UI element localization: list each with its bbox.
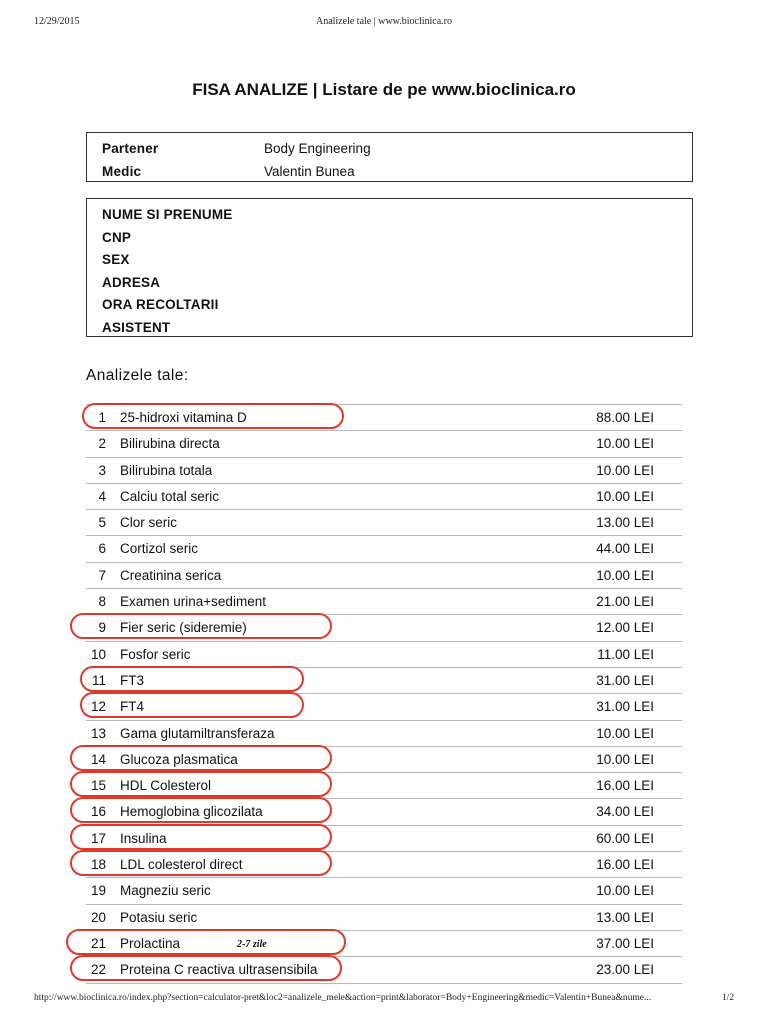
- analysis-price: 88.00 LEI: [596, 410, 654, 425]
- analysis-row: [86, 905, 682, 931]
- print-page-title: Analizele tale | www.bioclinica.ro: [315, 16, 453, 27]
- analysis-name: Bilirubina directa: [120, 436, 220, 452]
- analysis-name: Calciu total seric: [120, 488, 220, 504]
- analysis-row: [86, 852, 682, 878]
- analysis-price: 34.00 LEI: [596, 804, 654, 820]
- analysis-row: [86, 799, 682, 825]
- analysis-number: 7: [98, 567, 106, 583]
- analysis-row: [86, 563, 682, 589]
- analysis-name: Prolactina: [120, 935, 181, 951]
- analysis-number: 14: [90, 751, 106, 767]
- partner-box: [86, 132, 693, 182]
- analysis-price: 10.00 LEI: [596, 751, 654, 767]
- analysis-price: 10.00 LEI: [596, 567, 654, 583]
- analysis-number: 22: [90, 962, 106, 978]
- patient-name-row: [87, 204, 692, 227]
- analysis-row: [86, 931, 682, 957]
- section-title: Analizele tale:: [86, 367, 189, 384]
- analysis-price: 13.00 LEI: [596, 515, 654, 531]
- print-date: 12/29/2015: [34, 16, 80, 27]
- analysis-price: 31.00 LEI: [596, 699, 654, 715]
- analysis-price: 10.00 LEI: [596, 725, 654, 741]
- analysis-price: 16.00 LEI: [596, 857, 654, 873]
- address-label: ADRESA: [102, 274, 161, 290]
- analysis-price: 10.00 LEI: [596, 488, 654, 504]
- analysis-row: [86, 615, 682, 641]
- sex-label: SEX: [102, 252, 130, 267]
- collection-time-label: ORA RECOLTARII: [102, 297, 219, 312]
- analysis-row: [86, 484, 682, 510]
- cnp-label: CNP: [102, 229, 132, 245]
- analysis-name: Gama glutamiltransferaza: [120, 725, 275, 741]
- analysis-name: LDL colesterol direct: [120, 857, 243, 873]
- analysis-number: 4: [98, 488, 106, 504]
- analysis-name: 25-hidroxi vitamina D: [120, 410, 247, 425]
- partner-value: Body Engineering: [264, 141, 371, 156]
- highlight-circle: [80, 692, 304, 718]
- analysis-name: Hemoglobina glicozilata: [120, 804, 263, 820]
- analysis-number: 9: [98, 620, 106, 636]
- analysis-row: [86, 773, 682, 799]
- assistant-row: [87, 317, 692, 340]
- analysis-name: Magneziu seric: [120, 883, 211, 899]
- analysis-price: 44.00 LEI: [596, 541, 654, 557]
- analysis-name: FT3: [120, 672, 145, 688]
- analysis-row: [86, 747, 682, 773]
- patient-box: [86, 198, 693, 337]
- analysis-price: 10.00 LEI: [596, 883, 654, 899]
- analysis-name: Insulina: [120, 830, 167, 846]
- analysis-number: 8: [98, 594, 106, 610]
- analysis-number: 20: [90, 909, 106, 925]
- address-row: [87, 272, 692, 295]
- analysis-row: [86, 642, 682, 668]
- highlight-circle: [70, 824, 332, 850]
- analysis-number: 3: [98, 462, 106, 478]
- analysis-number: 11: [91, 672, 106, 688]
- analysis-row: [86, 536, 682, 562]
- analysis-row: [86, 458, 682, 484]
- analysis-name: Examen urina+sediment: [120, 594, 266, 610]
- highlight-circle: [66, 929, 346, 955]
- medic-value: Valentin Bunea: [264, 163, 355, 179]
- analysis-number: 1: [98, 410, 106, 425]
- analysis-name: Fosfor seric: [120, 646, 191, 662]
- analysis-name: Bilirubina totala: [120, 462, 213, 478]
- page-number: 1/2: [721, 993, 734, 1003]
- cnp-row: [87, 227, 692, 250]
- highlight-circle: [80, 666, 304, 692]
- analysis-number: 10: [90, 646, 106, 662]
- analysis-name: Creatinina serica: [120, 567, 222, 583]
- handwritten-note: 2-7 zile: [237, 938, 267, 950]
- analysis-price: 10.00 LEI: [596, 436, 654, 452]
- analysis-name: HDL Colesterol: [120, 778, 212, 794]
- analysis-row: [86, 721, 682, 747]
- analysis-number: 6: [98, 541, 106, 557]
- analysis-price: 11.00 LEI: [597, 646, 654, 662]
- analysis-name: Cortizol seric: [120, 541, 199, 557]
- analysis-number: 21: [90, 935, 106, 951]
- analysis-number: 15: [90, 778, 106, 794]
- analysis-price: 12.00 LEI: [596, 620, 654, 636]
- analysis-price: 10.00 LEI: [596, 462, 654, 478]
- analysis-row: [86, 668, 682, 694]
- analysis-number: 16: [90, 804, 106, 820]
- analysis-price: 21.00 LEI: [596, 594, 654, 610]
- medic-row: [87, 161, 692, 184]
- analysis-name: Proteina C reactiva ultrasensibila: [120, 962, 318, 978]
- analysis-price: 31.00 LEI: [596, 672, 654, 688]
- sex-row: [87, 249, 692, 272]
- analysis-number: 12: [90, 699, 106, 715]
- print-url: http://www.bioclinica.ro/index.php?section=calculator-pret&loc2=analizele_mele&action=print&laborator=Body+Engineering&medic=Valentin+Bunea&nume...: [34, 993, 652, 1003]
- partner-label: Partener: [102, 141, 159, 156]
- collection-time-row: [87, 294, 692, 317]
- print-header: [0, 16, 768, 30]
- analyses-list: [86, 404, 682, 984]
- analysis-row: [86, 589, 682, 615]
- analysis-name: Potasiu seric: [120, 909, 198, 925]
- analysis-name: FT4: [120, 699, 145, 715]
- analysis-row: [86, 878, 682, 904]
- patient-name-label: NUME SI PRENUME: [102, 207, 233, 222]
- analysis-name: Clor seric: [120, 515, 178, 531]
- analysis-price: 23.00 LEI: [596, 962, 654, 978]
- analysis-name: Glucoza plasmatica: [120, 751, 238, 767]
- analysis-number: 2: [98, 436, 106, 452]
- analysis-name: Fier seric (sideremie): [120, 620, 247, 636]
- partner-row: [87, 138, 692, 161]
- document-title: FISA ANALIZE | Listare de pe www.bioclinica.ro: [192, 80, 576, 99]
- analysis-row: [86, 957, 682, 983]
- analysis-number: 18: [90, 857, 106, 873]
- analysis-number: 5: [98, 515, 106, 531]
- analysis-price: 37.00 LEI: [596, 935, 654, 951]
- analysis-number: 17: [90, 830, 106, 846]
- assistant-label: ASISTENT: [102, 319, 171, 335]
- analysis-row: [86, 826, 682, 852]
- medic-label: Medic: [102, 163, 142, 179]
- analysis-price: 13.00 LEI: [596, 909, 654, 925]
- analysis-price: 60.00 LEI: [596, 830, 654, 846]
- analysis-row: [86, 694, 682, 720]
- analysis-row: [86, 431, 682, 457]
- print-footer: [0, 993, 768, 1007]
- analysis-row: [86, 405, 682, 431]
- analysis-row: [86, 510, 682, 536]
- analysis-price: 16.00 LEI: [596, 778, 654, 794]
- analysis-number: 13: [90, 725, 106, 741]
- analysis-number: 19: [90, 883, 106, 899]
